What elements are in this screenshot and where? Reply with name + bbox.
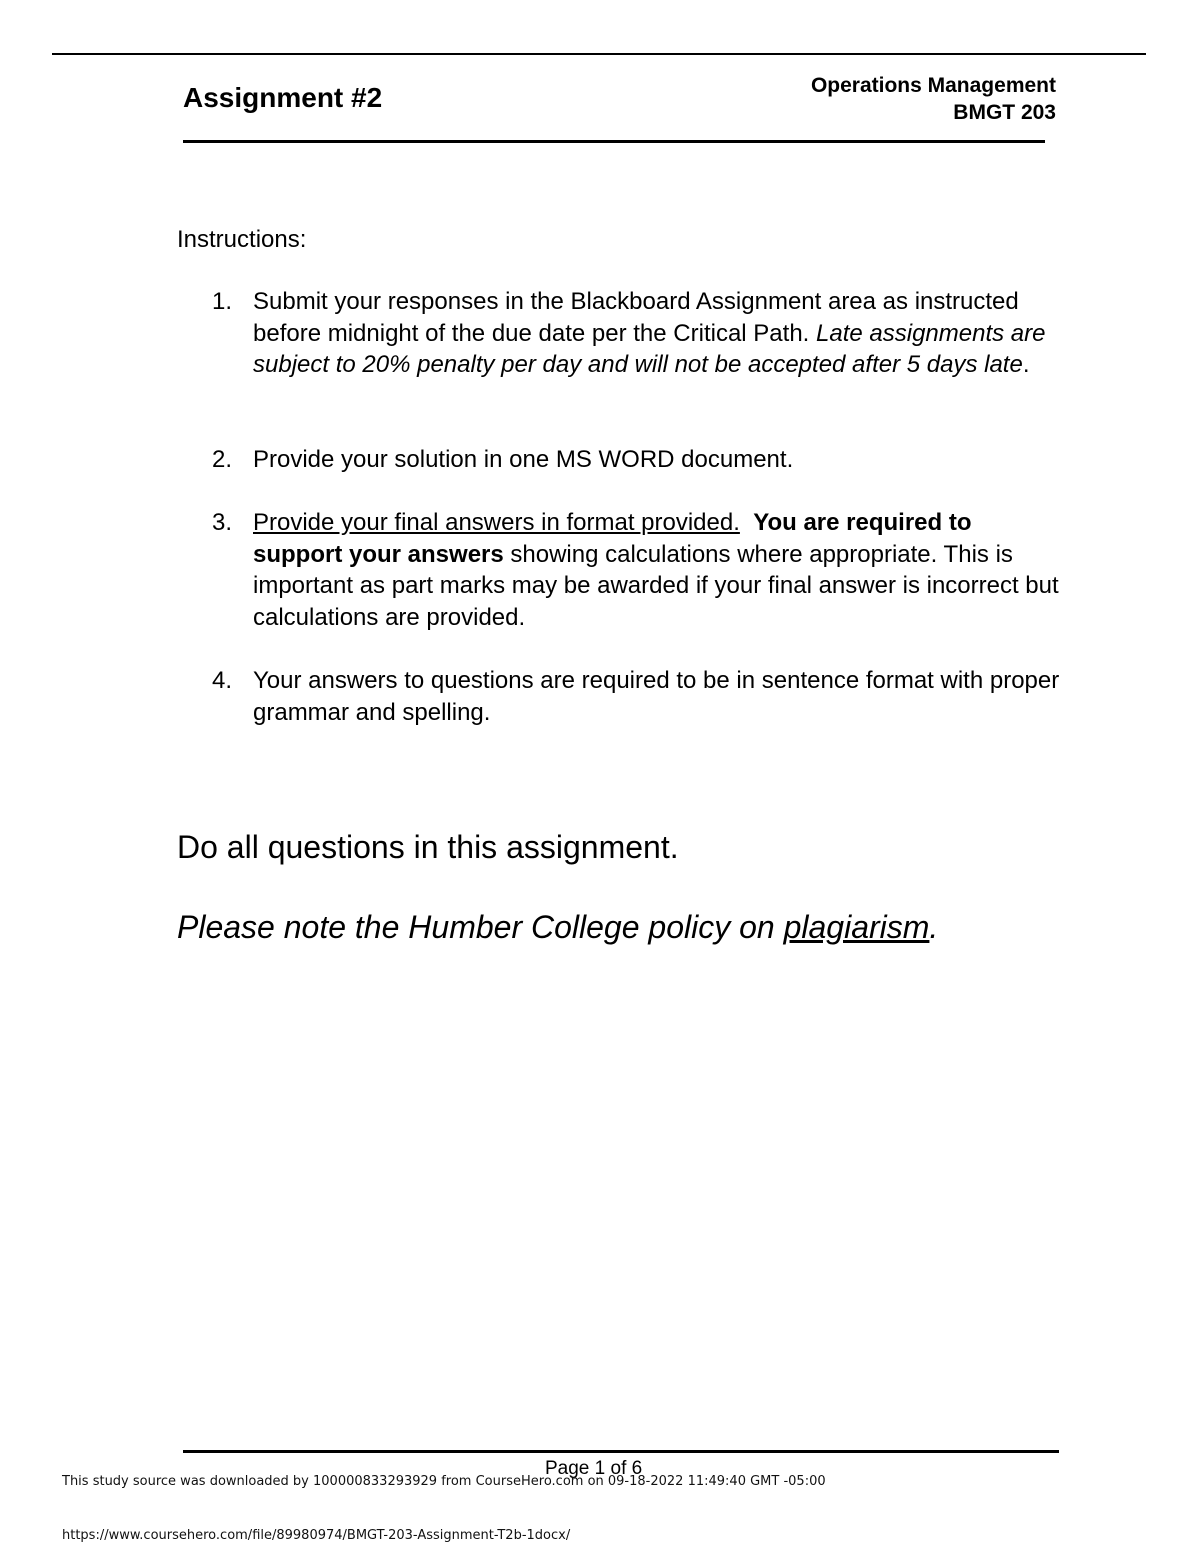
policy-suffix: . [929,909,939,945]
list-item-text: Your answers to questions are required to be in sentence format with proper grammar and spelling. [253,667,1060,726]
list-item-number: 4. [212,667,233,694]
list-item-number: 3. [212,509,233,536]
list-item-tail: . [1022,351,1030,378]
header-rule [183,140,1045,143]
course-code: BMGT 203 [953,101,1056,124]
policy-prefix: Please note the Humber College policy on [177,909,784,945]
instructions-label: Instructions: [177,226,307,253]
list-item-text: Submit your responses in the Blackboard Assignment area as instructed before midnight of the due date per the Critical Path. [253,288,1019,347]
format-note: Provide your final answers in format provided. [253,509,740,536]
list-item-text: showing calculations where appropriate. This is important as part marks may be awarded if your final answer is incorrect but calculations are provided. [253,540,1059,631]
course-info [811,72,1056,126]
download-watermark: This study source was downloaded by 100000833293929 from CourseHero.com on 09-18-2022 11:49:40 GMT -05:00 [62,1474,826,1489]
list-item [212,507,1062,633]
support-note: You are required to support your answers [253,509,972,568]
policy-note [177,909,938,946]
list-item [212,286,1062,381]
list-item-text: Provide your solution in one MS WORD document. [253,446,794,473]
source-url[interactable]: https://www.coursehero.com/file/89980974/BMGT-203-Assignment-T2b-1docx/ [62,1528,571,1543]
page-title: Assignment #2 [183,82,383,113]
do-all-note: Do all questions in this assignment. [177,829,679,865]
footer-rule [183,1450,1059,1453]
list-item-number: 1. [212,288,233,315]
list-item [212,444,793,476]
course-name: Operations Management [810,74,1056,97]
top-rule [52,53,1146,55]
list-item [212,665,1062,728]
late-penalty-note: Late assignments are subject to 20% penalty per day and will not be accepted after 5 days late [253,319,1046,378]
page-number: Page 1 of 6 [545,1458,643,1479]
list-item-number: 2. [212,446,233,473]
plagiarism-link[interactable]: plagiarism [783,909,930,945]
